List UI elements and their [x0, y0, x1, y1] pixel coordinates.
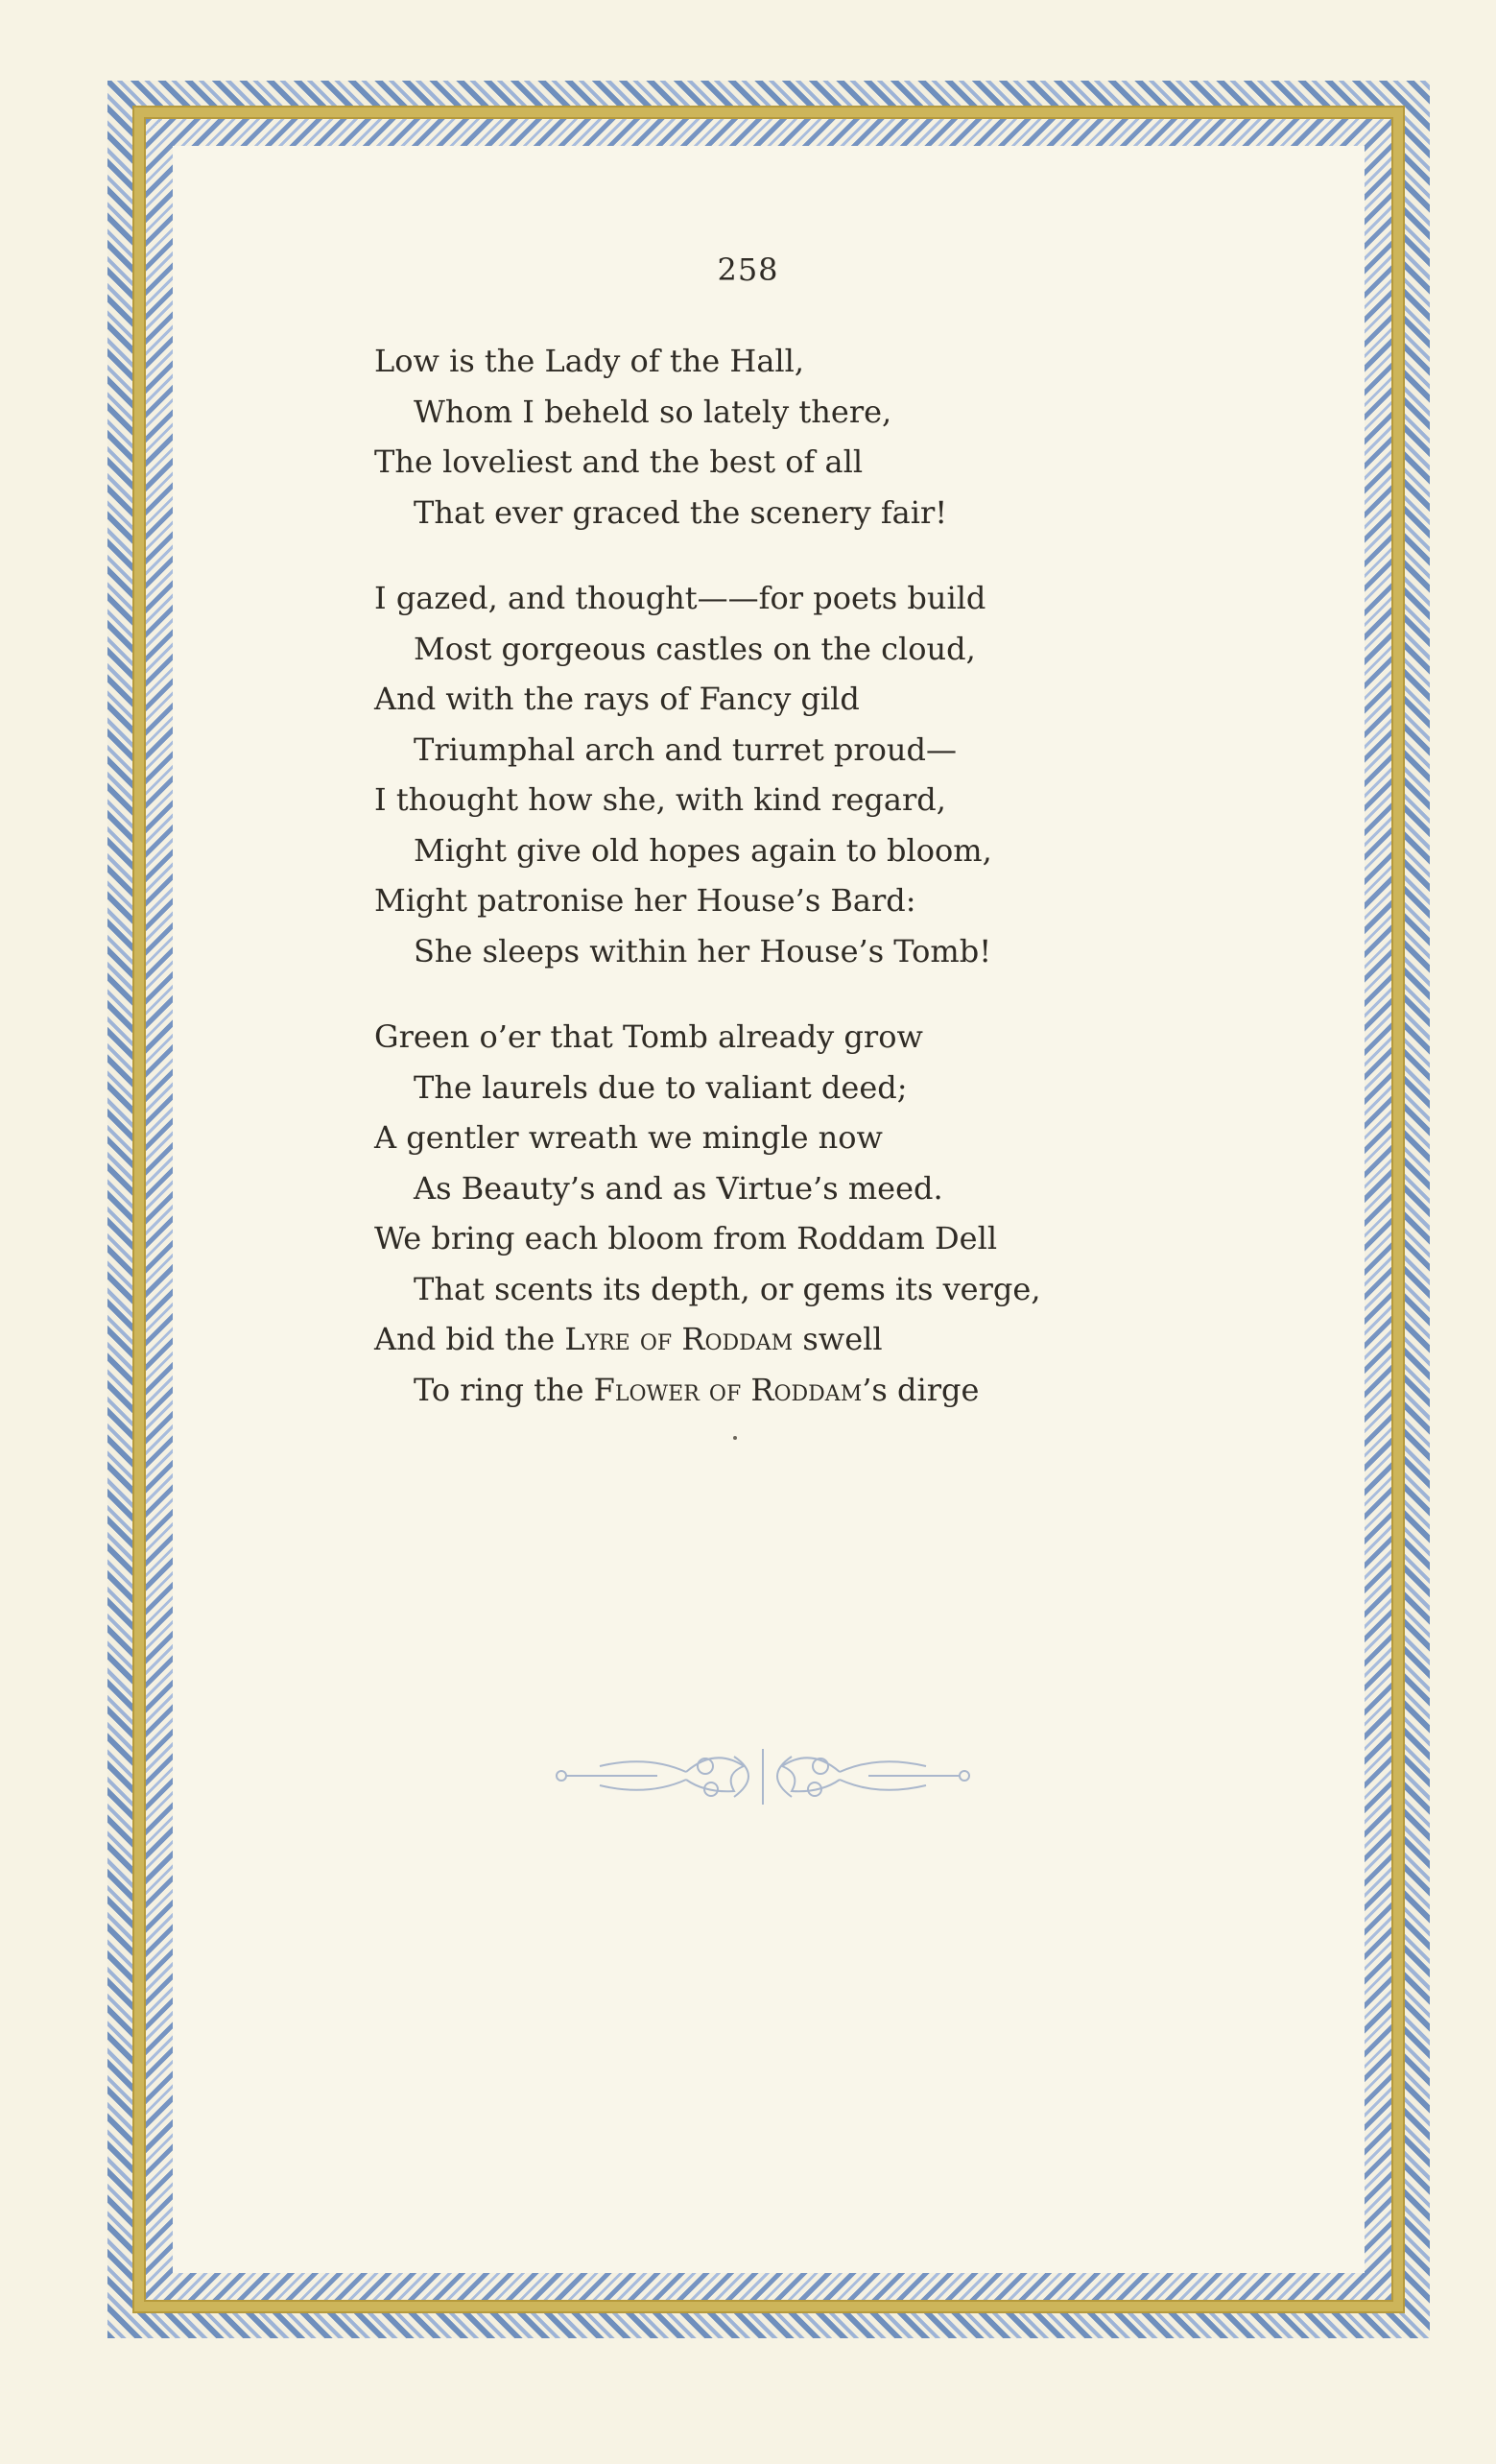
stanza-2: [374, 573, 1104, 976]
line-text: ’s dirge: [862, 1371, 980, 1408]
poem-line: Low is the Lady of the Hall,: [374, 343, 805, 379]
poem-line: As Beauty’s and as Virtue’s meed.: [414, 1169, 943, 1207]
floral-scroll-ornament-icon: [542, 1737, 984, 1814]
poem-line: Green o’er that Tomb already grow: [374, 1018, 923, 1055]
poem-line: [374, 1365, 1104, 1416]
ink-dot: [733, 1436, 737, 1440]
poem-line: Might give old hopes again to bloom,: [414, 831, 992, 869]
poem-line: Whom I beheld so lately there,: [414, 393, 892, 430]
poem-line: The loveliest and the best of all: [374, 443, 864, 480]
poem-line: I thought how she, with kind regard,: [374, 781, 946, 818]
poem-line: Most gorgeous castles on the cloud,: [414, 630, 976, 667]
poem-line: That scents its depth, or gems its verge,: [414, 1270, 1041, 1307]
poem-line: The laurels due to valiant deed;: [414, 1068, 908, 1106]
line-text: swell: [793, 1321, 883, 1357]
poem-line: I gazed, and thought——for poets build: [374, 580, 986, 616]
poem-line: We bring each bloom from Roddam Dell: [374, 1220, 998, 1256]
poem: [374, 336, 1104, 1450]
poem-line: Triumphal arch and turret proud—: [414, 730, 957, 768]
small-caps-title: Flower of Roddam: [593, 1371, 863, 1408]
poem-line: She sleeps within her House’s Tomb!: [414, 932, 992, 969]
stanza-3: [374, 1012, 1104, 1415]
stanza-1: [374, 336, 1104, 538]
poem-line: Might patronise her House’s Bard:: [374, 882, 916, 919]
small-caps-title: Lyre of Roddam: [564, 1321, 794, 1357]
poem-line: That ever graced the scenery fair!: [414, 493, 948, 531]
line-text: And bid the: [374, 1321, 565, 1357]
poem-line: And with the rays of Fancy gild: [374, 681, 860, 717]
poem-line: A gentler wreath we mingle now: [374, 1119, 883, 1156]
line-text: To ring the: [414, 1371, 594, 1408]
page-number: 258: [717, 251, 779, 288]
poem-line: [374, 1314, 1104, 1365]
